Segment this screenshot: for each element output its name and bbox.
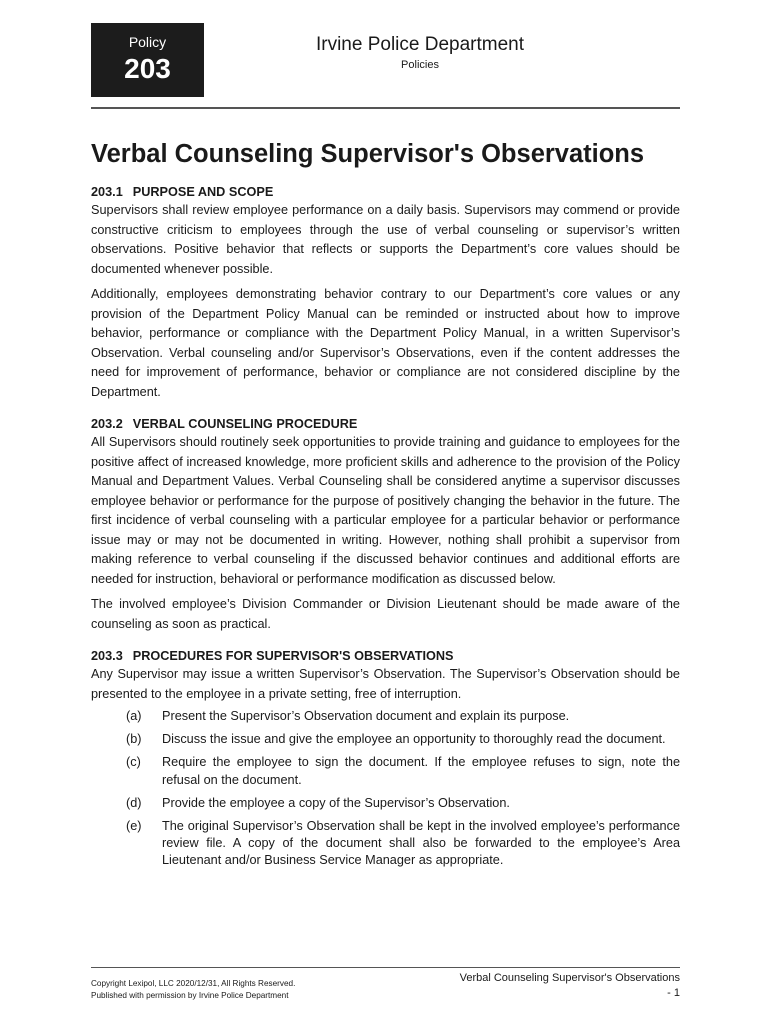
header-divider: [91, 107, 680, 109]
published-text: Published with permission by Irvine Police Department: [91, 991, 289, 1000]
paragraph: Additionally, employees demonstrating behavior contrary to our Department’s core values or any provision of the Department Policy Manual can be reminded or instructed about how to improve behavior, performance or compliance with the Department Policy Manual, in a written Supervisor’s Observation. Verbal counseling and/or Supervisor’s Observations, even if the content addresses the need for improvement of performance, behavior or compliance are not considered discipline by the Department.: [91, 287, 680, 399]
org-subtitle: Policies: [401, 59, 439, 71]
list-marker: (b): [126, 732, 142, 747]
list-marker: (c): [126, 755, 141, 770]
list-text: Require the employee to sign the document. If the employee refuses to sign, note the refusal on the document.: [162, 755, 680, 787]
list-text: Provide the employee a copy of the Supervisor’s Observation.: [162, 795, 510, 810]
org-name: Irvine Police Department: [315, 34, 525, 55]
section-title: VERBAL COUNSELING PROCEDURE: [132, 417, 358, 431]
list-marker: (d): [126, 795, 142, 810]
section-heading: [91, 648, 680, 665]
list-text: The original Supervisor’s Observation shall be kept in the involved employee’s performance review file. A copy of the document shall also be forwarded to the employee’s Area Lieutenant and/or Business Service Manager as appropriate.: [162, 819, 680, 868]
policy-badge: [91, 23, 204, 97]
footer-page-block: [460, 971, 680, 1001]
list-item: [126, 754, 680, 788]
section-number: 203.1: [91, 185, 123, 199]
section-number: 203.3: [91, 649, 123, 663]
document-body: [91, 184, 680, 876]
paragraph: The involved employee’s Division Commander or Division Lieutenant should be made aware of the counseling as soon as practical.: [91, 597, 680, 631]
page-title: Verbal Counseling Supervisor's Observations: [91, 140, 645, 168]
page-number: - 1: [667, 987, 680, 999]
list-item: [126, 818, 680, 870]
procedure-list: [91, 708, 680, 870]
footer-copyright-block: [91, 978, 295, 1002]
list-marker: (e): [126, 819, 142, 834]
policy-number: 203: [124, 53, 171, 84]
paragraph: Any Supervisor may issue a written Supervisor’s Observation. The Supervisor’s Observation should be presented to the employee in a private setting, free of interruption.: [91, 667, 680, 701]
section-heading: [91, 416, 680, 433]
section-heading: [91, 184, 680, 201]
list-item: [126, 731, 680, 748]
paragraph: Supervisors shall review employee performance on a daily basis. Supervisors may commend or provide constructive criticism to employees through the use of verbal counseling or supervisor’s written observations. Positive behavior that reflects or supports the Department’s core values should be documented whenever possible.: [91, 203, 680, 276]
list-text: Present the Supervisor’s Observation document and explain its purpose.: [162, 709, 570, 723]
section-number: 203.2: [91, 417, 123, 431]
list-text: Discuss the issue and give the employee an opportunity to thoroughly read the document.: [162, 732, 666, 747]
paragraph: All Supervisors should routinely seek opportunities to provide training and guidance to employees for the positive affect of increased knowledge, more proficient skills and adherence to the provision of the Policy Manual and Department Values. Verbal Counseling shall be considered anytime a supervisor discusses employee behavior or performance for the purpose of positively changing the behavior in the future. The first incidence of verbal counseling with a particular employee for a particular behavior or performance issue may or may not be documented in writing. However, nothing shall prohibit a supervisor from making reference to verbal counseling if the discussed behavior continues and additional efforts are needed for instruction, behavioral or performance modification as discussed below.: [91, 435, 680, 586]
footer-doc-title: Verbal Counseling Supervisor's Observations: [459, 972, 680, 984]
policy-label: Policy: [128, 34, 167, 50]
list-item: [126, 795, 680, 812]
copyright-text: Copyright Lexipol, LLC 2020/12/31, All Rights Reserved.: [91, 979, 296, 988]
list-item: [126, 708, 680, 725]
section-title: PURPOSE AND SCOPE: [132, 185, 274, 199]
list-marker: (a): [126, 709, 142, 723]
footer-divider: [91, 967, 680, 968]
section-title: PROCEDURES FOR SUPERVISOR'S OBSERVATIONS: [132, 649, 454, 663]
